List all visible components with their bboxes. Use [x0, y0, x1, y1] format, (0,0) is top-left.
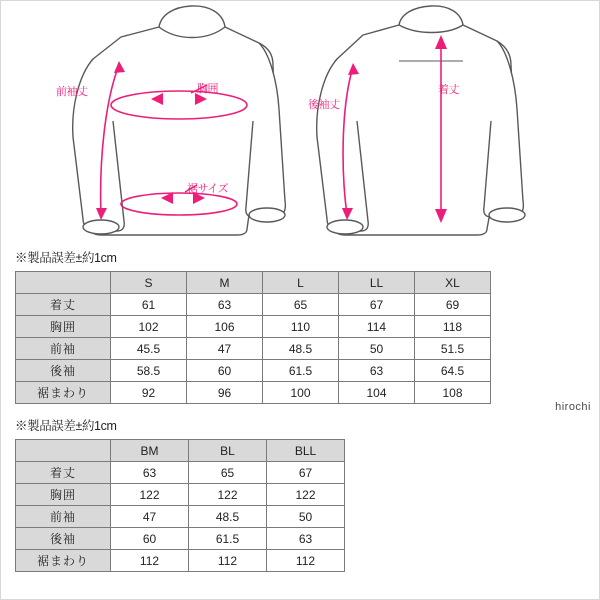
table2-corner [16, 440, 111, 462]
label-chest: 胸囲 [197, 83, 218, 95]
table1-row-label-4: 裾まわり [16, 382, 111, 404]
table1-row-label-1: 胸囲 [16, 316, 111, 338]
table2-cell-2-2: 50 [267, 506, 345, 528]
table2-row-label-0: 着丈 [16, 462, 111, 484]
table1-cell-4-1: 96 [187, 382, 263, 404]
table2-cell-4-0: 112 [111, 550, 189, 572]
back-left-cuff [327, 220, 363, 234]
table-row [16, 484, 345, 506]
table1-cell-2-3: 50 [339, 338, 415, 360]
table2-row-label-3: 後袖 [16, 528, 111, 550]
table2-col-bll: BLL [267, 440, 345, 462]
table2-cell-4-1: 112 [189, 550, 267, 572]
table-row [16, 506, 345, 528]
label-length: 着丈 [438, 84, 459, 96]
table2-cell-3-1: 61.5 [189, 528, 267, 550]
table1-cell-0-2: 65 [263, 294, 339, 316]
table2-row-label-1: 胸囲 [16, 484, 111, 506]
table1-cell-1-3: 114 [339, 316, 415, 338]
table1-cell-0-4: 69 [415, 294, 491, 316]
table2-cell-3-2: 63 [267, 528, 345, 550]
table1-cell-3-1: 60 [187, 360, 263, 382]
table2-cell-0-0: 63 [111, 462, 189, 484]
table1-cell-4-0: 92 [111, 382, 187, 404]
table-row [16, 382, 491, 404]
table1-cell-1-2: 110 [263, 316, 339, 338]
table2-cell-1-0: 122 [111, 484, 189, 506]
table2-col-bm: BM [111, 440, 189, 462]
table1-cell-1-1: 106 [187, 316, 263, 338]
table1-cell-3-4: 64.5 [415, 360, 491, 382]
table-row [16, 462, 345, 484]
table1-cell-2-0: 45.5 [111, 338, 187, 360]
front-left-cuff [83, 220, 119, 234]
table-row [16, 528, 345, 550]
table2-cell-2-1: 48.5 [189, 506, 267, 528]
jacket-measurement-illustration [1, 1, 600, 244]
table2-col-bl: BL [189, 440, 267, 462]
table2-cell-0-1: 65 [189, 462, 267, 484]
table1-cell-3-3: 63 [339, 360, 415, 382]
table2-cell-0-2: 67 [267, 462, 345, 484]
back-right-cuff [489, 208, 525, 222]
table1-col-l: L [263, 272, 339, 294]
note-tolerance-1: ※製品誤差±約1cm [15, 251, 117, 265]
table-header-row [16, 272, 491, 294]
table1-cell-2-1: 47 [187, 338, 263, 360]
table1-cell-4-2: 100 [263, 382, 339, 404]
table1-corner [16, 272, 111, 294]
table-header-row [16, 440, 345, 462]
table1-cell-0-3: 67 [339, 294, 415, 316]
jacket-diagram-svg [1, 1, 600, 244]
label-back-sleeve: 後袖丈 [308, 99, 340, 111]
table2-cell-4-2: 112 [267, 550, 345, 572]
table1-cell-0-1: 63 [187, 294, 263, 316]
table2-cell-1-1: 122 [189, 484, 267, 506]
table1-col-s: S [111, 272, 187, 294]
table1-cell-4-4: 108 [415, 382, 491, 404]
table2-cell-1-2: 122 [267, 484, 345, 506]
table2-row-label-2: 前袖 [16, 506, 111, 528]
note-tolerance-2: ※製品誤差±約1cm [15, 419, 117, 433]
table1-cell-1-0: 102 [111, 316, 187, 338]
table1-cell-1-4: 118 [415, 316, 491, 338]
table1-row-label-2: 前袖 [16, 338, 111, 360]
table1-cell-2-2: 48.5 [263, 338, 339, 360]
table-row [16, 338, 491, 360]
size-table-big [15, 439, 345, 572]
table1-cell-0-0: 61 [111, 294, 187, 316]
table1-col-ll: LL [339, 272, 415, 294]
table1-col-m: M [187, 272, 263, 294]
table-row [16, 550, 345, 572]
front-right-cuff [249, 208, 285, 222]
table1-cell-3-0: 58.5 [111, 360, 187, 382]
label-hem: 裾サイズ [187, 183, 229, 195]
watermark: hirochi [555, 401, 591, 413]
table-row [16, 316, 491, 338]
table1-cell-2-4: 51.5 [415, 338, 491, 360]
table1-col-xl: XL [415, 272, 491, 294]
table1-row-label-3: 後袖 [16, 360, 111, 382]
table1-row-label-0: 着丈 [16, 294, 111, 316]
table1-cell-3-2: 61.5 [263, 360, 339, 382]
table2-row-label-4: 裾まわり [16, 550, 111, 572]
size-table-standard [15, 271, 491, 404]
table1-cell-4-3: 104 [339, 382, 415, 404]
table2-cell-3-0: 60 [111, 528, 189, 550]
label-front-sleeve: 前袖丈 [56, 86, 88, 98]
table2-cell-2-0: 47 [111, 506, 189, 528]
table-row [16, 360, 491, 382]
table-row [16, 294, 491, 316]
